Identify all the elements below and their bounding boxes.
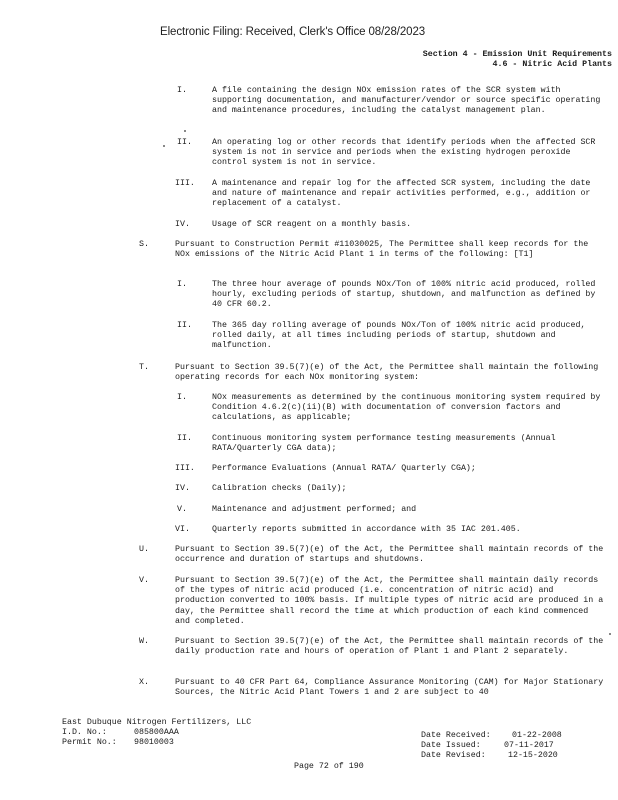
item-r-iv-text: Usage of SCR reagent on a monthly basis. (212, 220, 412, 229)
item-t-iv-text: Calibration checks (Daily); (212, 484, 347, 493)
section-header-line-2: 4.6 - Nitric Acid Plants (492, 60, 612, 69)
page-number: Page 72 of 190 (294, 762, 364, 771)
section-header-line-1: Section 4 - Emission Unit Requirements (422, 50, 612, 59)
item-s-text: Pursuant to Construction Permit #11030025, The Permittee shall keep records for the NOx emissions of the Nitric Acid Plant 1 in terms of the following: [T1] (175, 240, 589, 260)
scan-speck (163, 145, 165, 147)
item-u-label: U. (139, 545, 149, 554)
item-t-iv-label: IV. (175, 484, 190, 493)
item-r-i-text: A file containing the design NOx emission rates of the SCR system with supporting documentation, and manufacturer/vendor or source specific operating and maintenance procedures, including the catalyst management plan. (212, 86, 601, 116)
item-r-ii-label: II. (177, 138, 192, 147)
footer-permit-value: 98010003 (134, 738, 174, 747)
scan-speck (184, 130, 186, 132)
item-t-v-text: Maintenance and adjustment performed; and (212, 505, 417, 514)
footer-revised-label: Date Revised: (421, 751, 486, 760)
item-t-iii-text: Performance Evaluations (Annual RATA/ Quarterly CGA); (212, 464, 476, 473)
item-w-text: Pursuant to Section 39.5(7)(e) of the Act, the Permittee shall maintain records of the daily production rate and hours of operation of Plant 1 and Plant 2 separately. (175, 637, 604, 657)
item-x-text: Pursuant to 40 CFR Part 64, Compliance Assurance Monitoring (CAM) for Major Stationary Sources, the Nitric Acid Plant Towers 1 and 2 are subject to 40 (175, 678, 604, 698)
footer-id-value: 085800AAA (134, 728, 179, 737)
item-u-text: Pursuant to Section 39.5(7)(e) of the Act, the Permittee shall maintain records of the occurrence and duration of startups and shutdowns. (175, 545, 604, 565)
item-t-v-label: V. (177, 505, 187, 514)
footer-revised-value: 12-15-2020 (508, 751, 558, 760)
item-r-ii-text: An operating log or other records that identify periods when the affected SCR system is not in service and periods when the existing hydrogen peroxide control system is not in service. (212, 138, 596, 168)
footer-issued-label: Date Issued: (421, 741, 481, 750)
footer-received-value: 01-22-2008 (512, 731, 562, 740)
item-x-label: X. (139, 678, 149, 687)
scan-speck (609, 633, 611, 635)
electronic-filing-stamp: Electronic Filing: Received, Clerk's Office 08/28/2023 (160, 26, 426, 38)
item-t-iii-label: III. (175, 464, 195, 473)
item-t-text: Pursuant to Section 39.5(7)(e) of the Act, the Permittee shall maintain the following operating records for each NOx monitoring system: (175, 363, 599, 383)
item-t-i-label: I. (177, 393, 187, 402)
item-r-iv-label: IV. (175, 220, 190, 229)
footer-id-label: I.D. No.: (62, 728, 107, 737)
item-t-ii-label: II. (177, 434, 192, 443)
footer-permit-label: Permit No.: (62, 738, 117, 747)
footer-received-label: Date Received: (421, 731, 491, 740)
item-t-ii-text: Continuous monitoring system performance testing measurements (Annual RATA/Quarterly CGA data); (212, 434, 556, 454)
item-t-vi-text: Quarterly reports submitted in accordance with 35 IAC 201.405. (212, 525, 521, 534)
item-s-i-text: The three hour average of pounds NOx/Ton of 100% nitric acid produced, rolled hourly, excluding periods of startup, shutdown, and malfunction as defined by 40 CFR 60.2. (212, 280, 596, 310)
item-s-ii-label: II. (177, 321, 192, 330)
item-t-label: T. (139, 363, 149, 372)
item-w-label: W. (139, 637, 149, 646)
item-v-text: Pursuant to Section 39.5(7)(e) of the Act, the Permittee shall maintain daily records of the types of nitric acid produced (i.e. concentration of nitric acid) and production converted to 100% basis. If multiple types of nitric acid are produced in a day, the Permittee shall record the time at which production of each kind commenced and completed. (175, 576, 604, 626)
item-r-i-label: I. (177, 86, 187, 95)
item-s-label: S. (139, 240, 149, 249)
item-s-ii-text: The 365 day rolling average of pounds NOx/Ton of 100% nitric acid produced, rolled daily, at all times including periods of startup, shutdown and malfunction. (212, 321, 586, 351)
footer-company: East Dubuque Nitrogen Fertilizers, LLC (62, 718, 252, 727)
item-r-iii-label: III. (175, 179, 195, 188)
item-r-iii-text: A maintenance and repair log for the affected SCR system, including the date and nature of maintenance and repair activities performed, e.g., addition or replacement of a catalyst. (212, 179, 591, 209)
item-s-i-label: I. (177, 280, 187, 289)
item-t-vi-label: VI. (175, 525, 190, 534)
item-v-label: V. (139, 576, 149, 585)
item-t-i-text: NOx measurements as determined by the continuous monitoring system required by Condition 4.6.2(c)(ii)(B) with documentation of conversion factors and calculations, as applicable; (212, 393, 601, 423)
footer-issued-value: 07-11-2017 (504, 741, 554, 750)
